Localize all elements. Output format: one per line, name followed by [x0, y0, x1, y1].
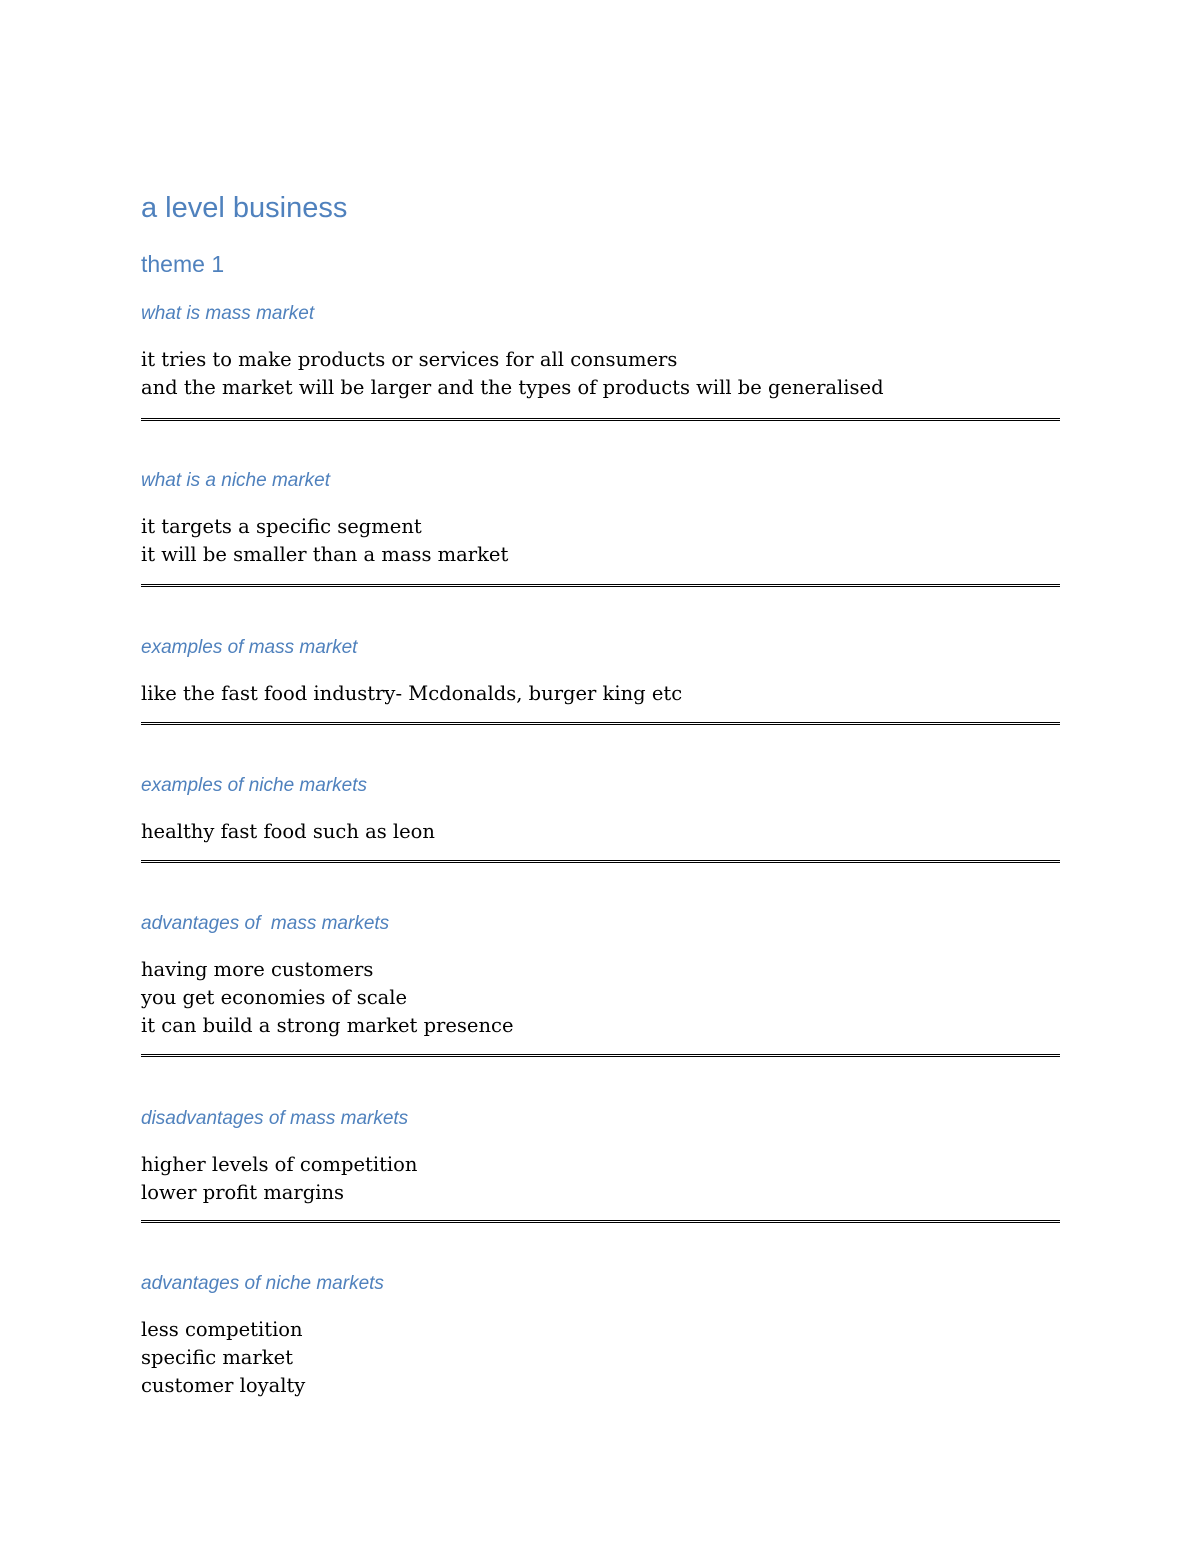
section-heading: what is mass market	[141, 303, 315, 324]
answer-line: lower profit margins	[141, 1181, 345, 1204]
answer-line: specific market	[141, 1346, 293, 1369]
section-divider	[141, 722, 1060, 725]
section-mass-market-advantages	[141, 910, 1060, 1040]
answer-line: healthy fast food such as leon	[141, 820, 435, 843]
section-heading: what is a niche market	[141, 470, 331, 491]
section-divider	[141, 584, 1060, 587]
section-divider	[141, 1220, 1060, 1223]
answer-line: less competition	[141, 1318, 303, 1341]
section-heading: advantages of mass markets	[141, 913, 390, 934]
answer-line: like the fast food industry- Mcdonalds, burger king etc	[141, 682, 683, 705]
section-niche-market-examples	[141, 772, 1060, 846]
answer-line: it can build a strong market presence	[141, 1014, 514, 1037]
section-niche-market	[141, 467, 1060, 569]
section-answer	[141, 1316, 1060, 1400]
document-title: a level business	[141, 192, 348, 224]
section-answer	[141, 513, 1060, 569]
section-divider	[141, 1054, 1060, 1057]
answer-line: having more customers	[141, 958, 374, 981]
section-answer	[141, 680, 1060, 708]
answer-line: customer loyalty	[141, 1374, 306, 1397]
document-subtitle: theme 1	[141, 251, 225, 277]
answer-line: it tries to make products or services for all consumers	[141, 348, 678, 371]
answer-line: and the market will be larger and the types of products will be generalised	[141, 376, 884, 399]
answer-line: higher levels of competition	[141, 1153, 418, 1176]
section-divider	[141, 418, 1060, 421]
section-answer	[141, 346, 1060, 402]
section-answer	[141, 956, 1060, 1040]
section-heading: disadvantages of mass markets	[141, 1108, 409, 1129]
answer-line: it targets a specific segment	[141, 515, 422, 538]
section-niche-market-advantages	[141, 1270, 1060, 1400]
answer-line: it will be smaller than a mass market	[141, 543, 509, 566]
answer-line: you get economies of scale	[141, 986, 408, 1009]
section-divider	[141, 860, 1060, 863]
section-heading: examples of niche markets	[141, 775, 367, 796]
section-heading: advantages of niche markets	[141, 1273, 384, 1294]
section-mass-market-examples	[141, 634, 1060, 708]
section-heading: examples of mass market	[141, 637, 358, 658]
section-answer	[141, 1151, 1060, 1207]
section-mass-market-disadvantages	[141, 1105, 1060, 1207]
section-mass-market	[141, 300, 1060, 402]
section-answer	[141, 818, 1060, 846]
